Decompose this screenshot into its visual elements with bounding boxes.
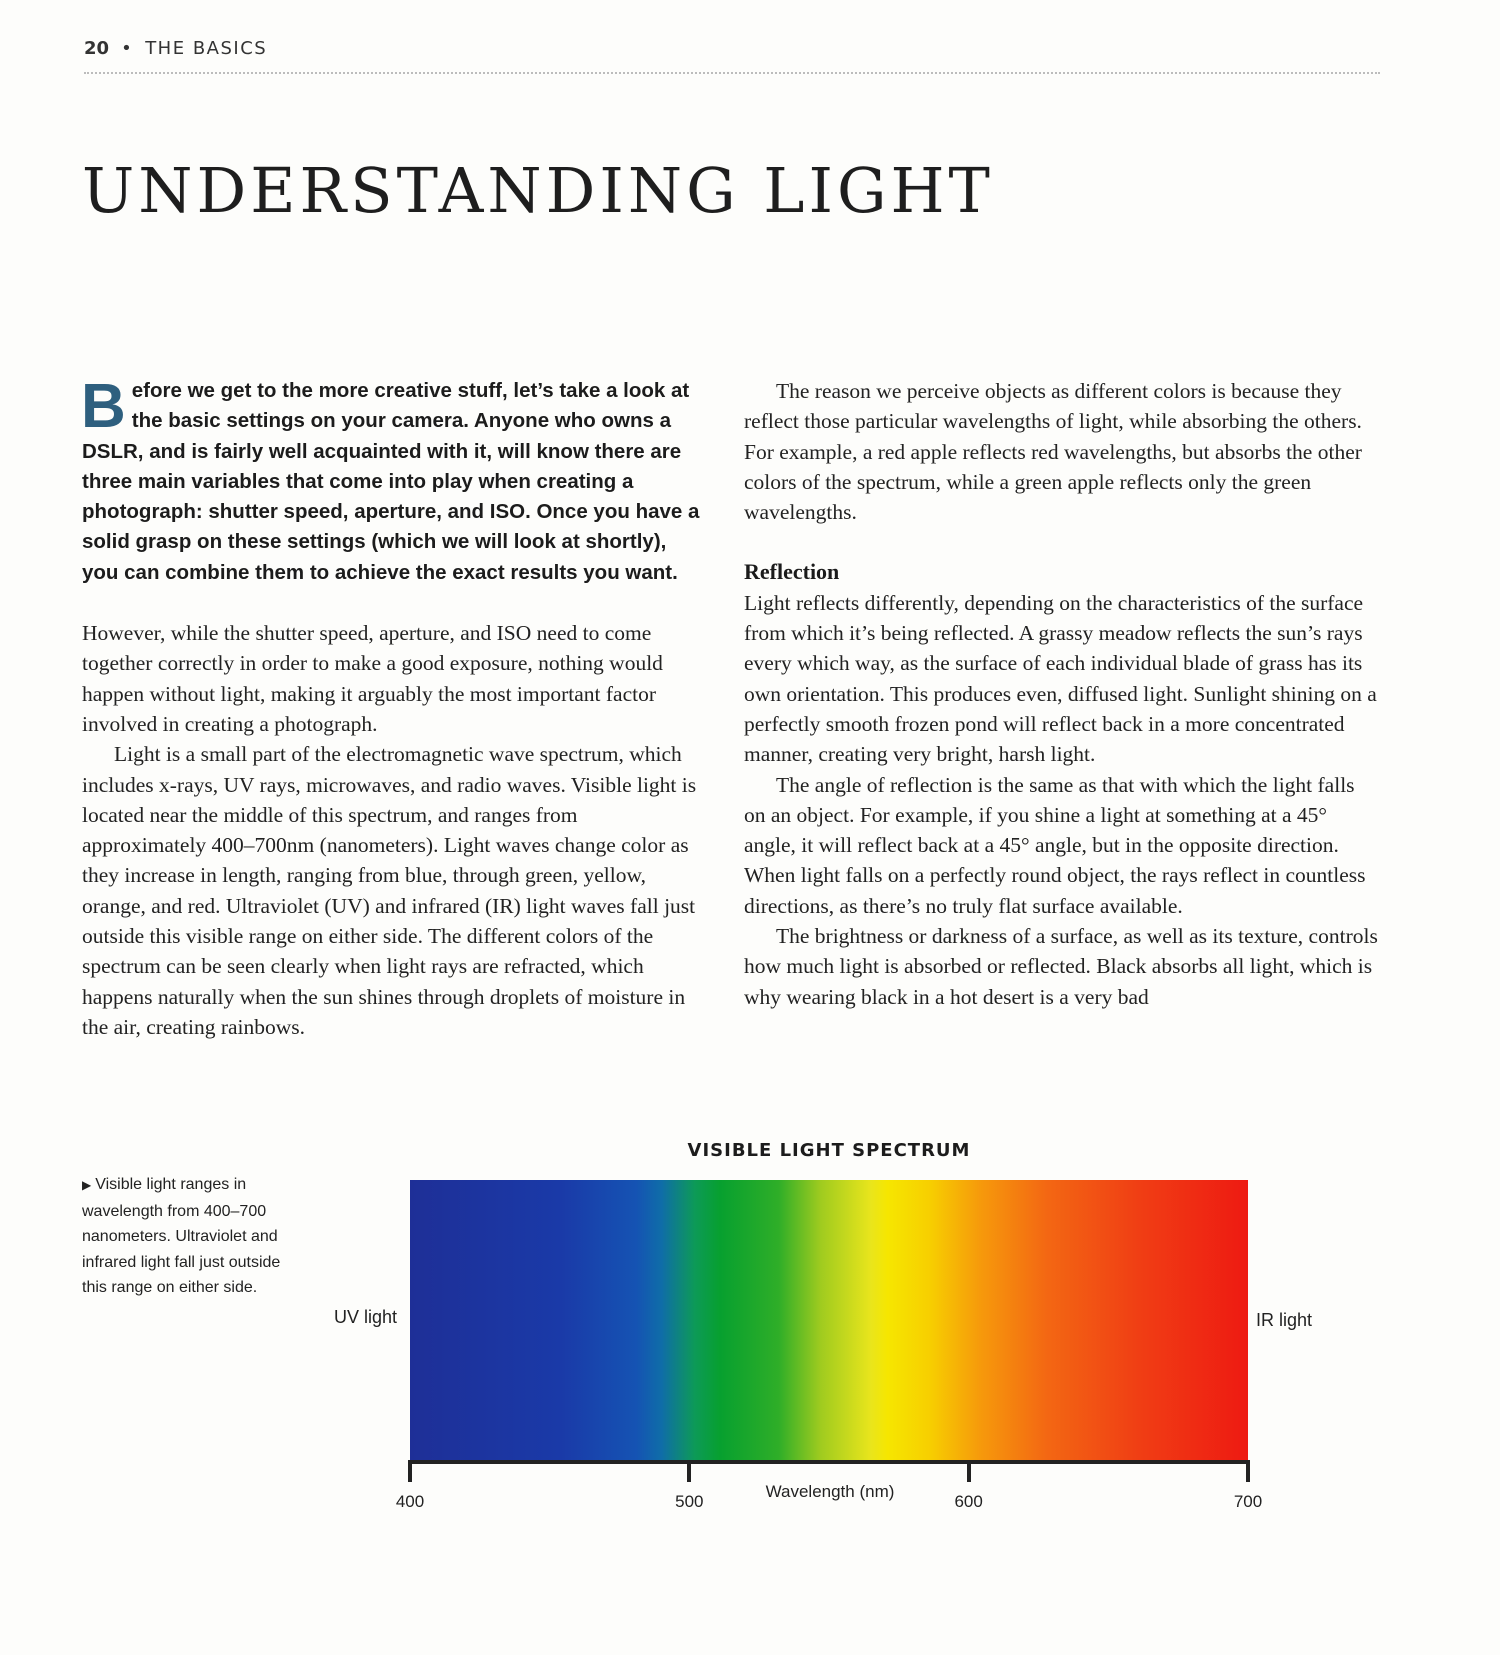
axis-title: Wavelength (nm)	[765, 1482, 895, 1501]
page-number: 20	[84, 38, 110, 59]
body-paragraph: Light reflects differently, depending on the characteristics of the surface from which it’s being reflected. A grassy meadow reflects the sun’s rays every which way, as the surface of each individual blade of grass has its own orientation. This produces even, diffused light. Sunlight shining on a perfectly smooth frozen pond will reflect back in a more concentrated manner, creating very bright, harsh light.	[744, 590, 1377, 767]
uv-label: UV light	[334, 1307, 398, 1327]
spectrum-bar	[410, 1180, 1248, 1460]
section-subhead: Reflection	[744, 559, 840, 585]
figure-title: VISIBLE LIGHT SPECTRUM	[687, 1140, 971, 1161]
axis-tick	[967, 1460, 971, 1482]
caption-arrow-icon: ▶	[82, 1178, 92, 1192]
axis-line	[410, 1460, 1248, 1464]
running-header	[84, 38, 1380, 74]
lead-text: efore we get to the more creative stuff, let’s take a look at the basic settings on your camera. Anyone who owns a DSLR, and is fairly well acquainted with it, will know there are three main variables that come into play when creating a photograph: shutter speed, aperture, and ISO. Once you have a solid grasp on these settings (which we will look at shortly), you can combine them to achieve the exact results you want.	[82, 379, 700, 584]
page-title: UNDERSTANDING LIGHT	[82, 154, 994, 227]
lead-paragraph	[81, 372, 702, 588]
body-paragraph: The reason we perceive objects as different colors is because they reflect those particular wavelengths of light, while absorbing the others. For example, a red apple reflects red wavelengths, but absorbs the other colors of the spectrum, while a green apple reflects only the green wavelengths.	[744, 379, 1362, 525]
tick-label: 500	[675, 1492, 704, 1511]
section-name: THE BASICS	[145, 38, 268, 59]
caption-text: Visible light ranges in wavelength from 400–700 nanometers. Ultraviolet and infrared light fall just outside this range on either side.	[82, 1176, 281, 1296]
axis-tick	[1246, 1460, 1250, 1482]
ir-label: IR light	[1256, 1310, 1313, 1330]
figure-caption	[82, 1172, 292, 1301]
tick-label: 600	[954, 1492, 983, 1511]
body-paragraph: The brightness or darkness of a surface, as well as its texture, controls how much light is absorbed or reflected. Black absorbs all light, which is why wearing black in a hot desert is a very bad	[744, 924, 1378, 1009]
body-paragraph: The angle of reflection is the same as that with which the light falls on an object. For example, if you shine a light at something at a 45° angle, it will reflect back at a 45° angle, but in the opposite direction. When light falls on a perfectly round object, the rays reflect in countless directions, as there’s no truly flat surface available.	[744, 772, 1366, 918]
tick-label: 700	[1233, 1492, 1263, 1511]
body-paragraph: Light is a small part of the electromagnetic wave spectrum, which includes x-rays, UV rays, microwaves, and radio waves. Visible light is located near the middle of this spectrum, and ranges from approximately 400–700nm (nanometers). Light waves change color as they increase in length, ranging from blue, through green, yellow, orange, and red. Ultraviolet (UV) and infrared (IR) light waves fall just outside this visible range on either side. The different colors of the spectrum can be seen clearly when light rays are refracted, which happens naturally when the sun shines through droplets of moisture in the air, creating rainbows.	[82, 742, 697, 1039]
right-column	[744, 376, 1380, 1012]
left-column	[81, 372, 702, 1042]
wavelength-axis	[410, 1460, 1248, 1482]
dropcap: B	[81, 372, 126, 441]
body-paragraph: However, while the shutter speed, aperture, and ISO need to come together correctly in order to make a good exposure, nothing would happen without light, making it arguably the most important factor involved in creating a photograph.	[82, 621, 663, 736]
tick-label: 400	[395, 1492, 425, 1511]
axis-tick	[687, 1460, 691, 1482]
header-separator: •	[121, 38, 134, 59]
axis-tick	[408, 1460, 412, 1482]
